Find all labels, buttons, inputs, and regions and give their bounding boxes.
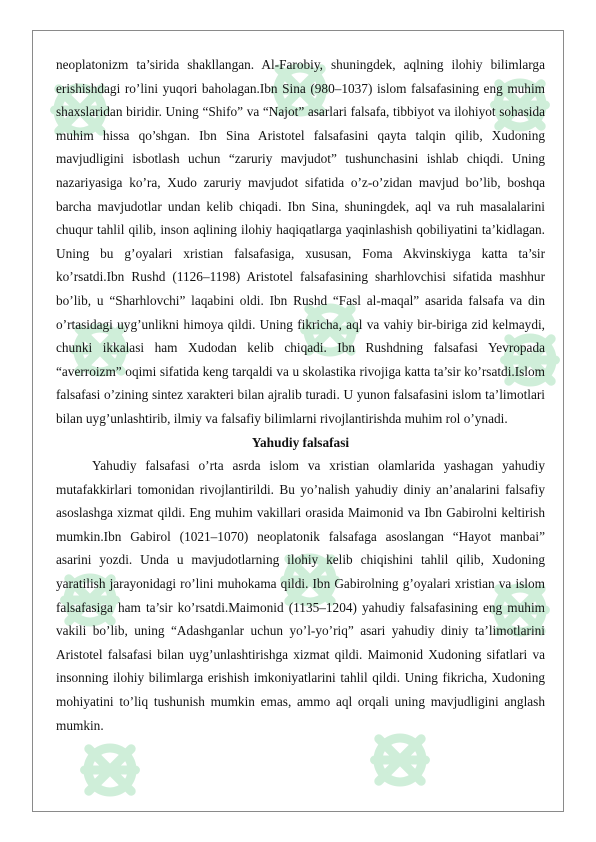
section-heading: Yahudiy falsafasi bbox=[251, 434, 350, 450]
paragraph-islamic-philosophy: neoplatonizm ta’sirida shakllangan. Al-Farobiy, shuningdek, aqlning ilohiy bilimlarga erishishdagi ro’lini yuqori baholagan.Ibn Sina (980–1037) islom falsafasining eng muhim shaxslaridan biridir. Uning “Shifo” va “Najot” asarlari falsafa, tibbiyot va ilohiyot sohasida muhim hissa qo’shgan. Ibn Sina Aristotel falsafasini qayta talqin qilib, Xudoning mavjudligini isbotlash uchun “zaruriy mavjudot” tushunchasini ishlab chiqdi. Uning nazariyasiga ko’ra, Xudo zaruriy mavjudot sifatida o’z-o’zidan mavjud bo’lib, boshqa barcha mavjudotlar undan kelib chiqadi. Ibn Sina, shuningdek, aql va ruh masalalarini chuqur tahlil qilib, inson aqlining ilohiy haqiqatlarga yaqinlashish qobiliyatini ta’kidlagan. Uning bu g’oyalari xristian falsafasiga, xususan, Foma Akvinskiyga katta ta’sir ko’rsatdi.Ibn Rushd (1126–1198) Aristotel falsafasining sharhlovchisi sifatida mashhur bo’lib, u “Sharhlovchi” laqabini oldi. Ibn Rushd “Fasl al-maqal” asarida falsafa va din o’rtasidagi uyg’unlikni himoya qildi. Uning fikricha, aql va vahiy bir-biriga zid kelmaydi, chunki ikkalasi ham Xudodan kelib chiqadi. Ibn Rushdning falsafasi Yevropada “averroizm” oqimi sifatida keng tarqaldi va u skolastika rivojiga katta ta’sir ko’rsatdi.Islom falsafasi o’zining sintez xarakteri bilan ajralib turadi. U yunon falsafasini islom ta’limotlari bilan uyg’unlashtirib, ilmiy va falsafiy bilimlarni rivojlantirishda muhim rol o’ynadi. bbox=[56, 57, 545, 426]
paragraph-jewish-philosophy: Yahudiy falsafasi o’rta asrda islom va xristian olamlarida yashagan yahudiy mutafakkirlari tomonidan rivojlantirildi. Bu yo’nalish yahudiy diniy an’analarini falsafiy asoslashga xizmat qildi. Eng muhim vakillari orasida Maimonid va Ibn Gabirolni keltirish mumkin.Ibn Gabirol (1021–1070) neoplatonik falsafaga asoslangan “Hayot manbai” asarini yozdi. Unda u mavjudotlarning ilohiy kelib chiqishini tahlil qilib, Xudoning yaratilish jarayonidagi ro’lini muhokama qildi. Ibn Gabirolning g’oyalari xristian va islom falsafasiga ham ta’sir ko’rsatdi.Maimonid (1135–1204) yahudiy falsafasining eng muhim vakili bo’lib, uning “Adashganlar uchun yo’l-yo’riq” asari yahudiy diniy ta’limotlarini Aristotel falsafasi bilan uyg’unlashtirishga xizmat qildi. Maimonid Xudoning sifatlari va insonning ilohiy bilimlarga erishish imkoniyatlarini tahlil qildi. Uning fikricha, Xudoning mohiyatini to’liq tushunish mumkin emas, ammo aql orqali uning mavjudligini anglash mumkin. bbox=[56, 458, 545, 733]
document-body bbox=[56, 53, 545, 737]
